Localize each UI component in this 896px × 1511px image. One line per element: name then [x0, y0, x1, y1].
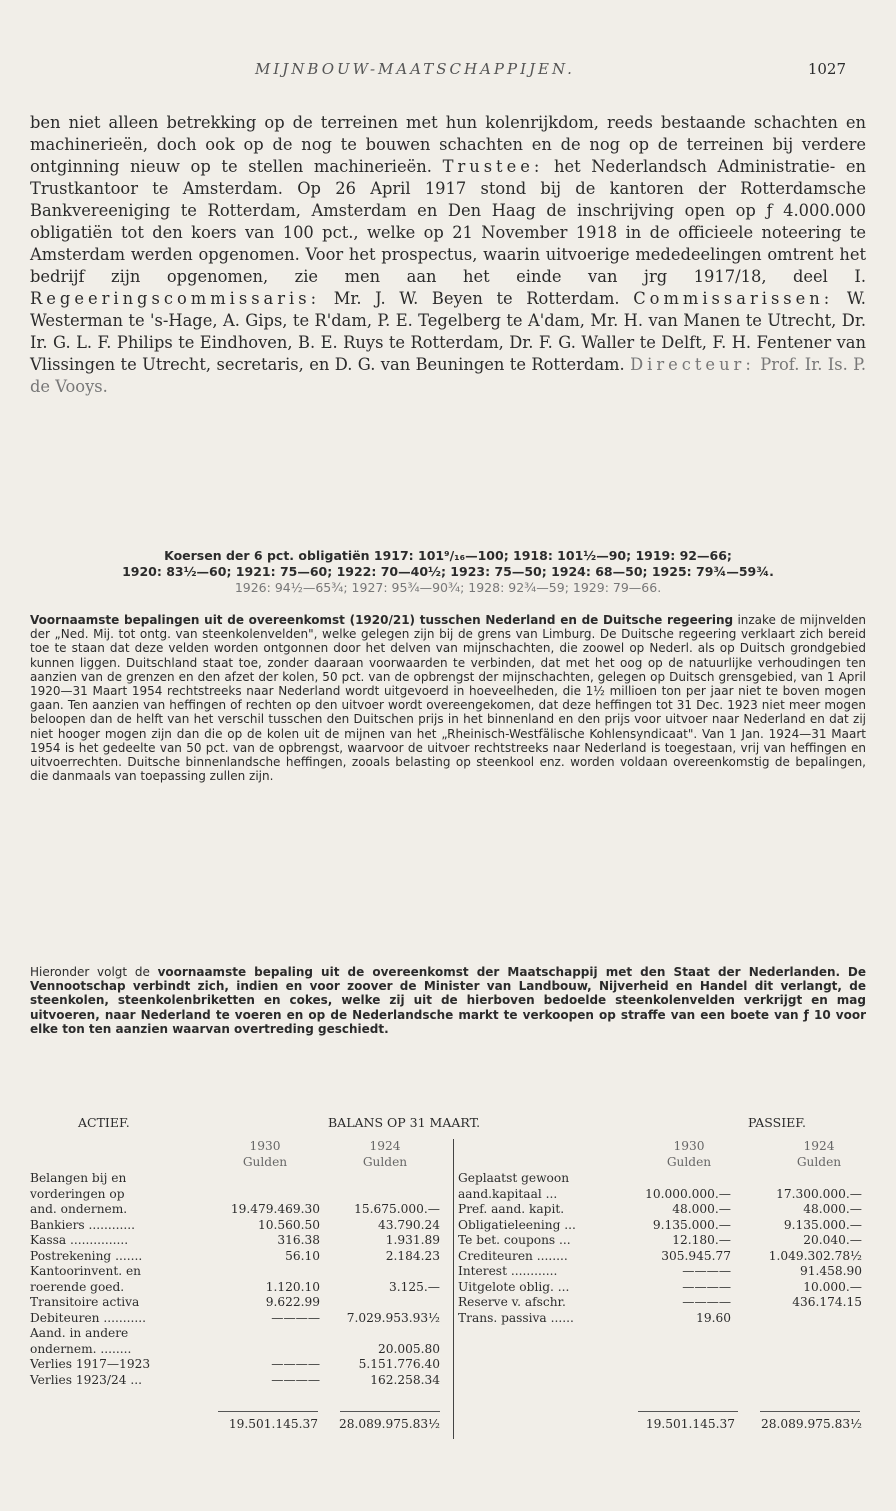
actief-row-value-1930: 1.120.10 [265, 1279, 320, 1294]
actief-row-label: Kassa ............... [30, 1233, 129, 1247]
agreement-germany-paragraph [30, 613, 866, 783]
actief-label: ACTIEF. [78, 1115, 130, 1130]
passief-row [454, 1218, 866, 1234]
passief-row-value-1924: 20.040.— [803, 1233, 862, 1247]
total-rule [218, 1411, 318, 1412]
passief-row-label: Trans. passiva ...... [458, 1310, 574, 1325]
actief-row-value-1930: 56.10 [285, 1248, 320, 1263]
company-description-paragraph [30, 112, 866, 398]
passief-label: PASSIEF. [748, 1115, 806, 1130]
agreement-germany-heading: Voornaamste bepalingen uit de overeenkomst (1920/21) tusschen Nederland en de Duitsche regeering [30, 613, 734, 627]
passief-row [454, 1171, 866, 1187]
unit-label: Gulden [242, 1154, 288, 1169]
regeeringscommissaris-label: Regeeringscommissaris: [30, 289, 321, 308]
paragraph-text: ben niet alleen betrekking op de terreinen met hun kolenrijkdom, reeds bestaande schachten en machinerieën, doch ook op de nog te bouwen schachten en de nog op de terreinen bij verdere ontginning nieuw op te stellen machinerieën. [30, 113, 866, 176]
passief-row-label: Interest ............ [458, 1264, 558, 1278]
actief-total-1924: 28.089.975.83½ [339, 1417, 440, 1431]
passief-row-value-1930: ———— [682, 1279, 731, 1294]
passief-row-value-1924: 91.458.90 [799, 1264, 862, 1278]
actief-row [30, 1326, 452, 1342]
passief-year-1930 [644, 1139, 734, 1170]
passief-row [454, 1187, 866, 1203]
passief-row [454, 1249, 866, 1265]
actief-row-label: Debiteuren ........... [30, 1310, 147, 1325]
actief-row-value-1930: 19.479.469.30 [230, 1202, 320, 1216]
actief-row [30, 1187, 452, 1203]
commissarissen-text: W. Westerman te 's-Hage, A. Gips, te R'dam, P. E. Tegelberg te A'dam, Mr. H. van Manen te Utrecht, Dr. Ir. G. L. F. Philips te Eindhoven, B. E. Ruys te Rotterdam, Dr. F. G. Waller te Delft, F. H. Fentener van Vlissingen te Utrecht, secretaris, en D. G. van Beuningen te Rotterdam. [30, 289, 866, 374]
actief-row-value-1930: 9.622.99 [265, 1295, 320, 1309]
actief-row-label: roerende goed. [30, 1279, 125, 1294]
actief-row-value-1924: 43.790.24 [377, 1217, 440, 1232]
agreement-state-intro: Hieronder volgt de [30, 965, 150, 979]
passief-year-1924 [774, 1139, 864, 1170]
actief-row-value-1924: 5.151.776.40 [358, 1357, 440, 1371]
actief-row-label: ondernem. ........ [30, 1341, 132, 1356]
actief-row [30, 1218, 452, 1234]
passief-rows [454, 1171, 866, 1326]
passief-row [454, 1280, 866, 1296]
passief-row-label: aand.kapitaal ... [458, 1186, 558, 1201]
bond-prices-line: 1926: 94½—65¾; 1927: 95¾—90¾; 1928: 92¾—59; 1929: 79—66. [234, 580, 662, 595]
year-label: 1924 [803, 1139, 835, 1153]
passief-row [454, 1264, 866, 1280]
passief-row-value-1930: 12.180.— [672, 1233, 731, 1247]
actief-row-value-1924: 7.029.953.93½ [346, 1310, 440, 1325]
total-rule [340, 1411, 440, 1412]
passief-row-label: Uitgelote oblig. ... [458, 1279, 570, 1294]
year-label: 1930 [249, 1139, 281, 1153]
actief-row [30, 1357, 452, 1373]
trustee-text: het Nederlandsch Administratie- en Trustkantoor te Amsterdam. Op 26 April 1917 stond bij de kantoren der Rotterdamsche Bankvereeniging te Rotterdam, Amsterdam en Den Haag de inschrijving open op ƒ 4.000.000 obligatiën tot den koers van 100 pct., welke op 21 November 1918 in de officieele noteering te Amsterdam werden opgenomen. Voor het prospectus, waarin uitvoerige mededeelingen omtrent het bedrijf zijn opgenomen, zie men aan het einde van jrg 1917/18, deel I. [30, 157, 866, 286]
passief-row-label: Te bet. coupons ... [458, 1233, 571, 1247]
actief-year-1930 [220, 1139, 310, 1170]
balance-sheet-title: BALANS OP 31 MAART. [328, 1115, 481, 1130]
passief-row-value-1930: 305.945.77 [661, 1248, 731, 1263]
passief-row-label: Obligatieleening ... [458, 1217, 576, 1232]
page-number: 1027 [807, 60, 846, 78]
actief-total-1930: 19.501.145.37 [228, 1417, 318, 1431]
passief-total-1930: 19.501.145.37 [645, 1417, 735, 1431]
passief-row-value-1924: 1.049.302.78½ [768, 1248, 862, 1263]
actief-row-label: Verlies 1923/24 ... [30, 1372, 142, 1387]
total-rule [638, 1411, 738, 1412]
passief-row-value-1930: 19.60 [696, 1310, 731, 1325]
agreement-germany-text: inzake de mijnvelden der „Ned. Mij. tot ontg. van steenkolenvelden", welke gelegen zijn bij de grens van Limburg. De Duitsche regeering verklaart zich bereid toe te staan dat deze velden worden ontgonnen door het delven van mijnschachten, die zoowel op Nederl. als op Duitsch grondgebied kunnen liggen. Duitschland staat toe, zonder daaraan voorwaarden te verbinden, dat met het oog op de natuurlijke verhoudingen ten aanzien van de grenzen en den afzet der kolen, 50 pct. van de opbrengst der mijnschachten, gelegen op Duitsch grensgebied, van 1 April 1920—31 Maart 1954 rechtstreeks naar Nederland wordt uitgevoerd in hoeveelheden, die 1½ millioen ton per jaar niet te boven mogen gaan. Ten aanzien van heffingen of rechten op den uitvoer wordt overeengekomen, dat deze heffingen tot 31 Dec. 1923 niet meer mogen beloopen dan de helft van het verschil tusschen den Duitschen prijs in het binnenland en den prijs voor uitvoer naar Nederland en dat zij niet hooger mogen zijn dan die op de kolen uit de mijnen van het „Rheinisch-Westfälische Kohlensyndicaat". Van 1 Jan. 1924—31 Maart 1954 is het gedeelte van 50 pct. van de opbrengst, waarvoor de uitvoer rechtstreeks naar Nederland is toegestaan, vrij van heffingen en uitvoerrechten. Duitsche binnenlandsche heffingen, zooals belasting op steenkool enz. worden voldaan overeenkomstig de bepalingen, die danmaals van toepassing zullen zijn. [30, 613, 866, 784]
agreement-state-paragraph [30, 965, 866, 1036]
balance-totals [30, 1417, 866, 1435]
actief-row-label: and. ondernem. [30, 1202, 128, 1216]
actief-row-label: Kantoorinvent. en [30, 1264, 142, 1278]
passief-row-value-1930: ———— [682, 1264, 731, 1278]
passief-row-value-1924: 436.174.15 [792, 1295, 862, 1309]
passief-row-value-1924: 48.000.— [803, 1202, 862, 1216]
passief-row-value-1930: 9.135.000.— [652, 1217, 731, 1232]
page-header [0, 60, 896, 82]
commissarissen-label: Commissarissen: [633, 289, 834, 308]
actief-year-1924 [340, 1139, 430, 1170]
passief-row-value-1930: 48.000.— [672, 1202, 731, 1216]
unit-label: Gulden [666, 1154, 712, 1169]
passief-column [454, 1139, 866, 1326]
actief-row [30, 1249, 452, 1265]
actief-row-value-1924: 3.125.— [389, 1279, 440, 1294]
unit-label: Gulden [796, 1154, 842, 1169]
year-label: 1924 [369, 1139, 401, 1153]
passief-row [454, 1295, 866, 1311]
actief-row-label: Transitoire activa [30, 1295, 140, 1309]
passief-row-label: Geplaatst gewoon [458, 1171, 570, 1185]
directeur-label: Directeur: [630, 355, 755, 374]
regeeringscommissaris-text: Mr. J. W. Beyen te Rotterdam. [333, 289, 620, 308]
actief-row [30, 1342, 452, 1358]
unit-label: Gulden [362, 1154, 408, 1169]
year-label: 1930 [673, 1139, 705, 1153]
passief-row-value-1930: ———— [682, 1295, 731, 1309]
running-title: MIJNBOUW-MAATSCHAPPIJEN. [255, 60, 575, 78]
passief-row-value-1924: 10.000.— [803, 1279, 862, 1294]
passief-row [454, 1233, 866, 1249]
actief-row [30, 1202, 452, 1218]
actief-row [30, 1373, 452, 1389]
actief-column [30, 1139, 452, 1388]
actief-row-value-1930: 316.38 [277, 1233, 320, 1247]
passief-row [454, 1202, 866, 1218]
actief-row-label: vorderingen op [30, 1186, 125, 1201]
passief-total-1924: 28.089.975.83½ [761, 1417, 862, 1431]
passief-row-value-1924: 17.300.000.— [776, 1186, 862, 1201]
actief-row [30, 1264, 452, 1280]
passief-row-label: Reserve v. afschr. [458, 1295, 566, 1309]
balance-sheet [30, 1115, 866, 1455]
bond-prices-line: Koersen der 6 pct. obligatiën 1917: 101⁹/₁₆—100; 1918: 101½—90; 1919: 92—66; [164, 548, 732, 563]
actief-row [30, 1295, 452, 1311]
agreement-state-heading: voornaamste bepaling uit de overeenkomst der Maatschappij met den Staat der Nederlanden. [157, 965, 841, 979]
directeur-text: Prof. Ir. Is. P. de Vooys. [30, 355, 866, 396]
actief-row-label: Postrekening ....... [30, 1248, 143, 1263]
actief-row-label: Belangen bij en [30, 1171, 127, 1185]
bond-prices [30, 548, 866, 596]
total-rule [760, 1411, 860, 1412]
passief-year-header [454, 1139, 866, 1171]
balance-sheet-header [30, 1115, 866, 1133]
actief-row-value-1924: 162.258.34 [370, 1372, 440, 1387]
actief-row-value-1930: ———— [271, 1310, 320, 1325]
agreement-state-text: De Vennootschap verbindt zich, indien en voor zoover de Minister van Landbouw, Nijverheid en Handel dit verlangt, de steenkolen, steenkolenbriketten en cokes, welke zij uit de hierboven bedoelde steenkolenvelden verkrijgt en mag uitvoeren, naar Nederland te voeren en op de Nederlandsche markt te verkoopen op straffe van een boete van ƒ 10 voor elke ton ten aanzien waarvan overtreding geschiedt. [30, 965, 866, 1036]
actief-row-value-1930: ———— [271, 1357, 320, 1371]
actief-row-label: Bankiers ............ [30, 1217, 136, 1232]
passief-row-value-1930: 10.000.000.— [645, 1186, 731, 1201]
actief-row-value-1924: 15.675.000.— [354, 1202, 440, 1216]
actief-row-label: Verlies 1917—1923 [30, 1357, 151, 1371]
actief-row-value-1924: 20.005.80 [377, 1341, 440, 1356]
actief-row-value-1930: 10.560.50 [257, 1217, 320, 1232]
passief-row [454, 1311, 866, 1327]
trustee-label: Trustee: [442, 157, 544, 176]
actief-row [30, 1311, 452, 1327]
actief-row [30, 1280, 452, 1296]
actief-year-header [30, 1139, 452, 1171]
actief-row-value-1930: ———— [271, 1372, 320, 1387]
passief-row-value-1924: 9.135.000.— [783, 1217, 862, 1232]
actief-row-value-1924: 1.931.89 [385, 1233, 440, 1247]
passief-row-label: Crediteuren ........ [458, 1248, 568, 1263]
actief-row [30, 1171, 452, 1187]
passief-row-label: Pref. aand. kapit. [458, 1202, 565, 1216]
actief-rows [30, 1171, 452, 1388]
actief-row-label: Aand. in andere [30, 1326, 129, 1340]
actief-row-value-1924: 2.184.23 [385, 1248, 440, 1263]
actief-row [30, 1233, 452, 1249]
bond-prices-line: 1920: 83½—60; 1921: 75—60; 1922: 70—40½; 1923: 75—50; 1924: 68—50; 1925: 79¾—59¾. [122, 564, 774, 579]
